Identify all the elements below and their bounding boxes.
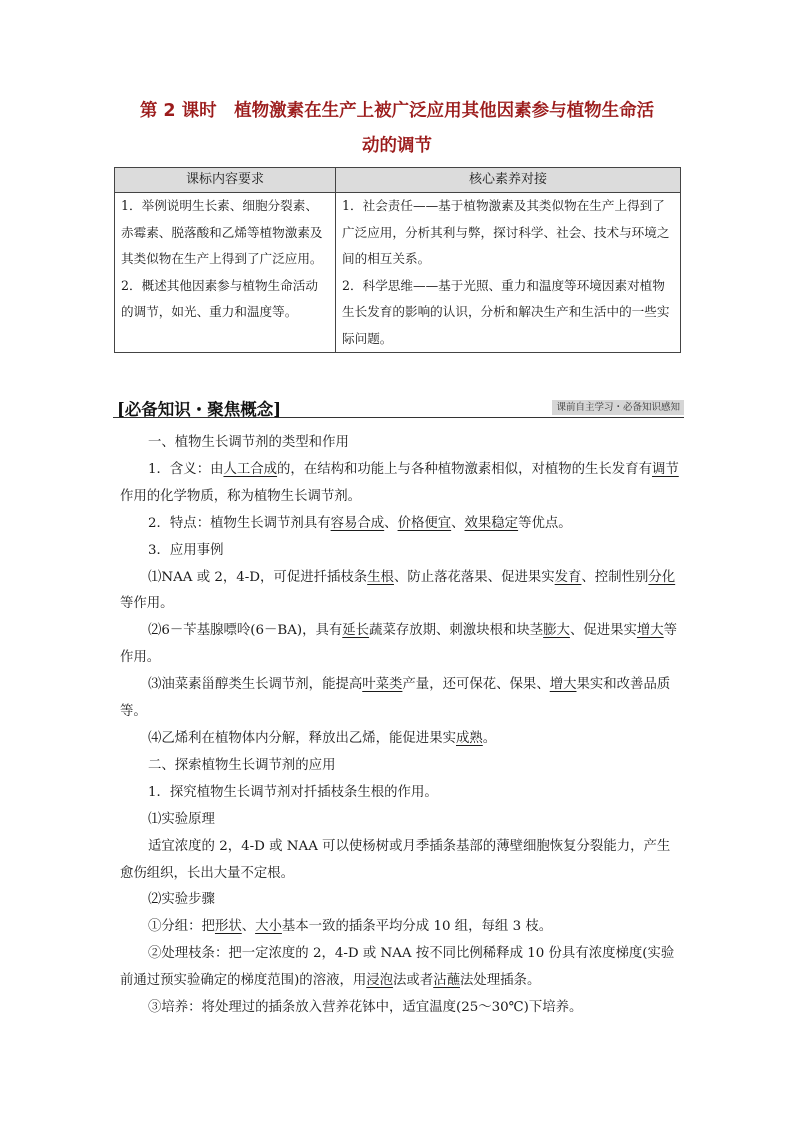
- competency-item-1: 1．社会责任——基于植物激素及其类似物在生产上得到了广泛应用，分析其利与弊，探讨科学、社会、技术与环境之间的相互关系。: [342, 198, 670, 266]
- section-divider: [113, 417, 684, 418]
- blank-answer: 人工合成: [223, 461, 278, 477]
- paragraph-step-culture: ③培养：将处理过的插条放入营养花钵中，适宜温度(25～30℃)下培养。: [148, 1000, 583, 1016]
- heading-applications: 3．应用事例: [148, 542, 224, 558]
- paragraph-app-6ba: ⑵6－苄基腺嘌呤(6－BA)，具有延长蔬菜存放期、刺激块根和块茎膨大、促进果实增大等作用。: [120, 623, 678, 666]
- blank-answer: 调节: [651, 461, 679, 477]
- blank-answer: 容易合成: [330, 515, 385, 531]
- main-content: [120, 430, 682, 1022]
- blank-answer: 沾蘸: [433, 973, 460, 989]
- paragraph-definition: 1．含义：由人工合成的，在结构和功能上与各种植物激素相似，对植物的生长发育有调节作用的化学物质，称为植物生长调节剂。: [120, 461, 679, 504]
- competency-item-2: 2．科学思维——基于光照、重力和温度等环境因素对植物生长发育的影响的认识，分析和解决生产和生活中的一些实际问题。: [342, 277, 670, 346]
- blank-answer: 效果稳定: [464, 515, 519, 531]
- blank-answer: 大小: [255, 919, 282, 935]
- paragraph-features: 2．特点：植物生长调节剂具有容易合成、价格便宜、效果稳定等优点。: [148, 515, 572, 531]
- blank-answer: 形状: [214, 919, 242, 935]
- curriculum-item-1: 1．举例说明生长素、细胞分裂素、赤霉素、脱落酸和乙烯等植物激素及其类似物在生产上得到了广泛应用。: [121, 198, 323, 266]
- paragraph-app-ethephon: ⑷乙烯利在植物体内分解，释放出乙烯，能促进果实成熟。: [148, 730, 497, 746]
- heading-experiment: 1．探究植物生长调节剂对扦插枝条生根的作用。: [148, 784, 438, 800]
- paragraph-step-treatment: ②处理枝条：把一定浓度的 2，4-D 或 NAA 按不同比例稀释成 10 份具有浓度梯度(实验前通过预实验确定的梯度范围)的溶液，用浸泡法或者沾蘸法处理插条。: [120, 946, 675, 989]
- blank-answer: 浸泡: [366, 973, 394, 989]
- blank-answer: 生根: [367, 569, 394, 585]
- section-title: [必备知识・聚焦概念]: [117, 400, 282, 419]
- requirements-table: [114, 167, 681, 353]
- blank-answer: 增大: [549, 677, 577, 693]
- heading-regulator-types: 一、植物生长调节剂的类型和作用: [148, 435, 349, 450]
- competency-cell: [336, 193, 681, 353]
- blank-answer: 分化: [648, 569, 676, 585]
- paragraph-step-grouping: ①分组：把形状、大小基本一致的插条平均分成 10 组，每组 3 枝。: [148, 919, 553, 935]
- paragraph-app-brassinosteroid: ⑶油菜素甾醇类生长调节剂，能提高叶菜类产量，还可保花、保果、增大果实和改善品质等。: [120, 677, 671, 720]
- table-row: [115, 193, 681, 353]
- blank-answer: 延长: [342, 623, 370, 639]
- heading-principle: ⑴实验原理: [148, 811, 215, 827]
- lesson-title-line-1: 第 2 课时 植物激素在生产上被广泛应用其他因素参与植物生命活: [139, 101, 655, 121]
- paragraph-principle: 适宜浓度的 2，4-D 或 NAA 可以使杨树或月季插条基部的薄壁细胞恢复分裂能力，产生愈伤组织，长出大量不定根。: [120, 838, 671, 881]
- heading-explore-applications: 二、探索植物生长调节剂的应用: [148, 757, 336, 773]
- section-header: [113, 396, 684, 418]
- curriculum-requirements-cell: [115, 193, 336, 353]
- blank-answer: 膨大: [543, 623, 570, 639]
- blank-answer: 价格便宜: [397, 515, 452, 531]
- section-tag-badge: 课前自主学习・必备知识感知: [552, 400, 684, 415]
- paragraph-app-naa: ⑴NAA 或 2，4-D，可促进扦插枝条生根、防止落花落果、促进果实发育、控制性别分化等作用。: [120, 569, 676, 612]
- curriculum-item-2: 2．概述其他因素参与植物生命活动的调节，如光、重力和温度等。: [121, 277, 318, 319]
- table-header-row: [115, 168, 681, 193]
- lesson-title-line-2: 动的调节: [362, 136, 432, 156]
- table-header-curriculum: 课标内容要求: [115, 168, 336, 193]
- blank-answer: 叶菜类: [362, 677, 403, 693]
- blank-answer: 发育: [554, 569, 582, 585]
- blank-answer: 增大: [636, 623, 664, 639]
- blank-answer: 成熟: [455, 730, 483, 746]
- table-header-competency: 核心素养对接: [336, 168, 681, 193]
- heading-steps: ⑵实验步骤: [148, 892, 215, 908]
